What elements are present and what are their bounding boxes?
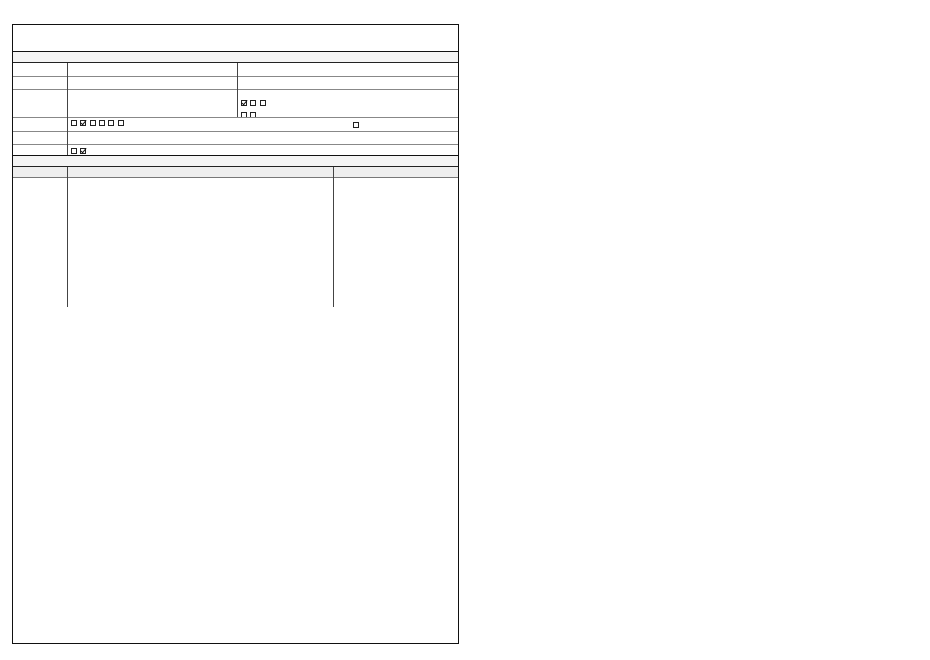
fuel-hybrid-checkbox[interactable] [99, 120, 105, 126]
basic-info-title [13, 51, 458, 63]
summary-title [13, 155, 458, 167]
trans-options [241, 99, 267, 108]
inspection-page-1 [12, 24, 459, 644]
fuel-gasoline-checkbox[interactable] [71, 120, 77, 126]
trans-options-2 [241, 111, 257, 120]
summary-table [13, 167, 458, 313]
fuel-diesel-checkbox[interactable] [80, 120, 86, 126]
fuel-lpg-checkbox[interactable] [90, 120, 96, 126]
fuel-other-option [353, 121, 360, 130]
trans-manual-checkbox[interactable] [250, 100, 256, 106]
fuel-other-checkbox[interactable] [353, 122, 359, 128]
trans-auto-checkbox[interactable] [241, 100, 247, 106]
warranty-insurance-checkbox[interactable] [80, 148, 86, 154]
fuel-options [71, 119, 125, 128]
warranty-self-checkbox[interactable] [71, 148, 77, 154]
trans-semi-checkbox[interactable] [260, 100, 266, 106]
fuel-hydrogen-checkbox[interactable] [118, 120, 124, 126]
fuel-electric-checkbox[interactable] [108, 120, 114, 126]
